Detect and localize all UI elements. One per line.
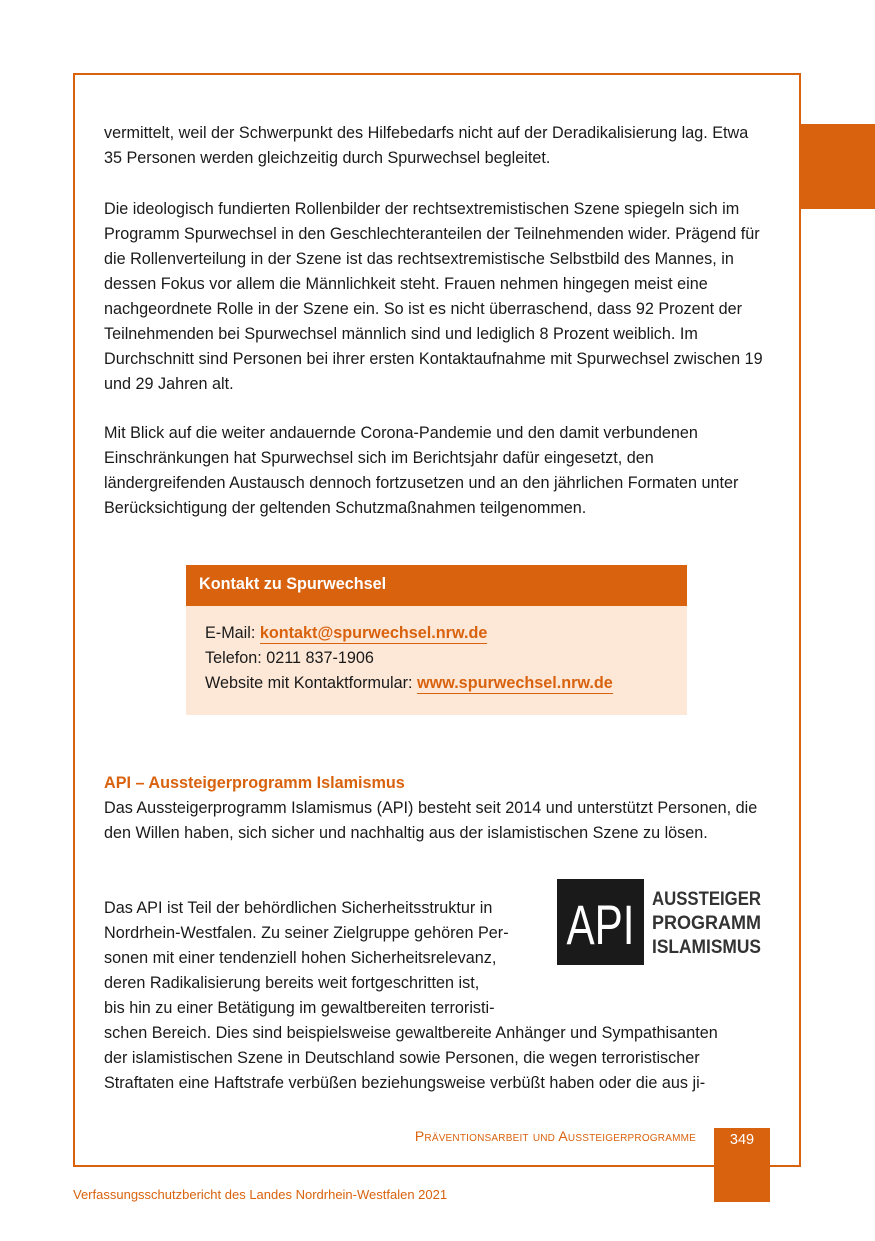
api-line: bis hin zu einer Betätigung im gewaltbereiten terroristi- [104, 999, 495, 1017]
website-line [205, 671, 687, 696]
api-intro: Das Aussteigerprogramm Islamismus (API) besteht seit 2014 und unterstützt Personen, die den Willen haben, sich sicher und nachhaltig aus der islamistischen Szene zu lösen. [104, 799, 758, 842]
api-logo-mark: API [566, 893, 635, 956]
api-line: sonen mit einer tendenziell hohen Sicherheitsrelevanz, [104, 949, 497, 967]
api-line: Das API ist Teil der behördlichen Sicherheitsstruktur in [104, 899, 493, 917]
api-line: schen Bereich. Dies sind beispielsweise gewaltbereite Anhänger und Sympathisanten [104, 1024, 718, 1042]
email-line [205, 621, 687, 646]
page-number: 349 [729, 1132, 755, 1148]
api-logo-line3: ISLAMISMUS [652, 937, 761, 958]
paragraph-3: Mit Blick auf die weiter andauernde Corona-Pandemie und den damit verbundenen Einschränkungen hat Spurwechsel sich im Berichtsjahr dafür eingesetzt, den ländergreifenden Austausch dennoch fortzusetzen und an den jährlichen Formaten unter Berücksichtigung der geltenden Schutzmaßnahmen teilgenommen. [104, 424, 739, 517]
website-link[interactable]: www.spurwechsel.nrw.de [417, 674, 613, 692]
website-label: Website mit Kontaktformular: [205, 674, 418, 692]
api-heading: API – Aussteigerprogramm Islamismus [104, 774, 405, 792]
api-line: der islamistischen Szene in Deutschland sowie Personen, die wegen terroristischer [104, 1049, 700, 1067]
email-label: E-Mail: [205, 624, 260, 642]
contact-title: Kontakt zu Spurwechsel [186, 565, 687, 606]
section-title: Präventionsarbeit und Aussteigerprogramme [414, 1128, 696, 1144]
api-line: Nordrhein-Westfalen. Zu seiner Zielgruppe gehören Per- [104, 924, 509, 942]
paragraph-1: vermittelt, weil der Schwerpunkt des Hilfebedarfs nicht auf der Deradikalisierung lag. Etwa 35 Personen werden gleichzeitig durch Spurwechsel begleitet. [104, 124, 749, 167]
email-link[interactable]: kontakt@spurwechsel.nrw.de [259, 624, 488, 642]
contact-box [186, 565, 687, 715]
phone-line: Telefon: 0211 837-1906 [205, 649, 374, 667]
api-logo [557, 879, 762, 965]
api-logo-line1: AUSSTEIGER [652, 889, 762, 910]
paragraph-2: Die ideologisch fundierten Rollenbilder der rechtsextremistischen Szene spiegeln sich im Programm Spurwechsel in den Geschlechteranteilen der Teilnehmenden wider. Prägend für die Rollenverteilung in der Szene ist das rechtsextremistische Selbstbild des Mannes, in dessen Fokus vor allem die Männlichkeit steht. Frauen nehmen hingegen meist eine nachgeordnete Rolle in der Szene ein. So ist es nicht überraschend, dass 92 Prozent der Teilnehmenden bei Spurwechsel männlich sind und lediglich 8 Prozent weiblich. Im Durchschnitt sind Personen bei ihrer ersten Kontaktaufnahme mit Spurwechsel zwischen 19 und 29 Jahren alt. [104, 200, 763, 393]
page-number-box [714, 1128, 770, 1202]
api-line: deren Radikalisierung bereits weit fortgeschritten ist, [104, 974, 480, 992]
api-logo-line2: PROGRAMM [652, 913, 761, 934]
api-line: Straftaten eine Haftstrafe verbüßen beziehungsweise verbüßt haben oder die aus ji- [104, 1074, 706, 1092]
chapter-tab [799, 124, 875, 209]
api-section [104, 771, 770, 846]
report-title: Verfassungsschutzbericht des Landes Nordrhein-Westfalen 2021 [73, 1187, 448, 1202]
contact-details [186, 606, 687, 696]
